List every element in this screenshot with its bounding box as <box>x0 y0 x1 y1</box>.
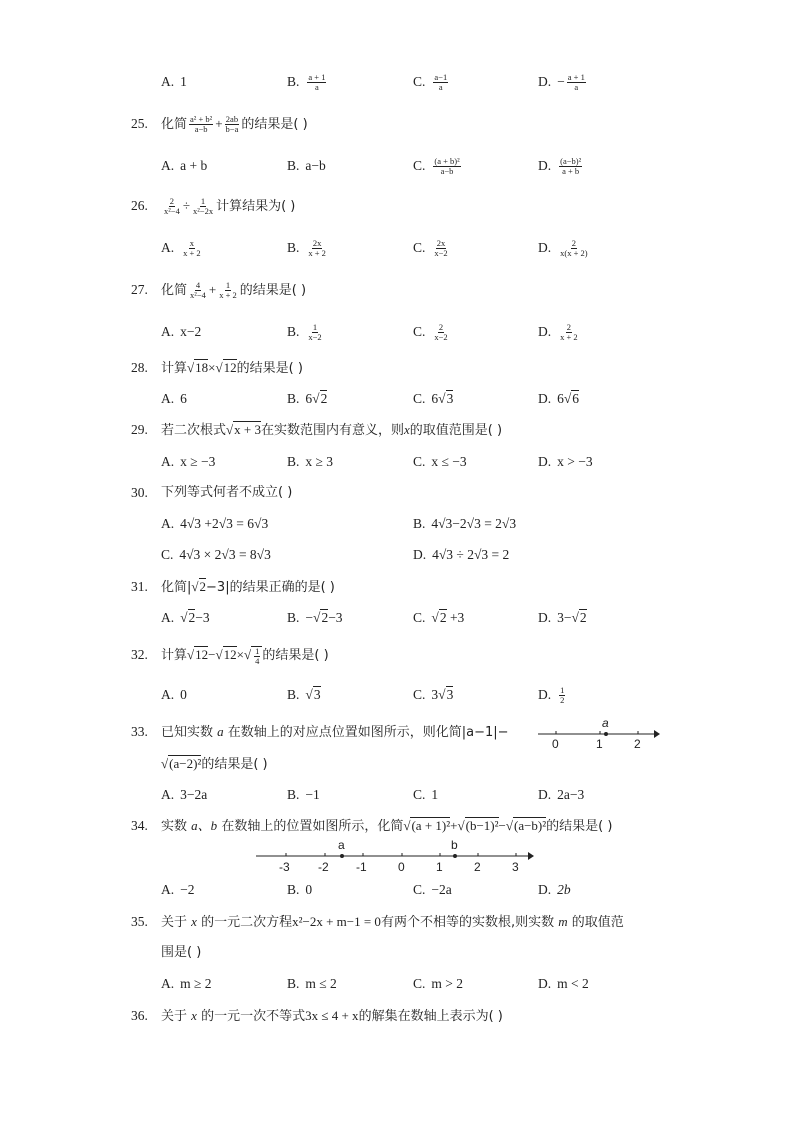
fraction: $\frac{a + 1}{a}$ <box>567 72 585 93</box>
q31-option-c[interactable]: C. √2 +3 <box>413 610 465 625</box>
q24-option-c[interactable]: C. $\frac{a-1}{a}$ <box>413 72 448 93</box>
q32-option-a[interactable]: A. 0 <box>161 687 187 702</box>
q33-option-d[interactable]: D. 2a−3 <box>538 787 585 802</box>
q29-options <box>0 452 794 480</box>
q33-stem-line1 <box>0 722 794 750</box>
point-label: a <box>602 716 609 730</box>
q30-option-b[interactable]: B. 4√3−2√3 = 2√3 <box>413 516 517 531</box>
q26-option-c[interactable]: C. $\frac{2x}{x-2}$ <box>413 238 448 259</box>
q34-option-a[interactable]: A. −2 <box>161 882 195 897</box>
q31-option-b[interactable]: B. −√2−3 <box>287 610 343 625</box>
q35-stem-line1 <box>0 912 794 940</box>
q35-stem-line2 <box>0 943 794 971</box>
question-number: 25. <box>131 116 148 131</box>
point-b <box>453 854 457 858</box>
question-number: 36. <box>131 1008 148 1023</box>
q24-options <box>0 72 794 100</box>
q30-options-cd <box>0 545 794 573</box>
q34-options <box>0 880 794 908</box>
q33-option-a[interactable]: A. 3−2a <box>161 787 208 802</box>
q25-options <box>0 156 794 184</box>
tick-label: -2 <box>318 860 329 874</box>
question-text: $\frac{2}{\text{x²−4}}$ ÷ $\frac{1}{\text{x²−2x}}$ 计算结果为( ) <box>164 196 296 216</box>
q33-stem-line2 <box>0 754 794 782</box>
point-a <box>340 854 344 858</box>
question-text: 已知实数 a 在数轴上的对应点位置如图所示，则化简|a−1|− <box>161 724 509 740</box>
question-text: 关于 x 的一元二次方程x²−2x + m−1 = 0有两个不相等的实数根,则实数 m 的取值范 <box>161 914 624 930</box>
question-text: 实数 a、b 在数轴上的位置如图所示，化简√(a + 1)²+√(b−1)²−√(a−b)²的结果是( ) <box>161 818 613 834</box>
q29-option-b[interactable]: B. x ≥ 3 <box>287 454 334 469</box>
question-number: 29. <box>131 422 148 437</box>
q28-options <box>0 389 794 417</box>
question-number: 34. <box>131 818 148 833</box>
q33-number-line <box>536 712 662 752</box>
q26-stem <box>0 196 794 224</box>
point-label: b <box>451 838 458 852</box>
tick-label: 2 <box>474 860 481 874</box>
q31-option-a[interactable]: A. √2−3 <box>161 610 210 625</box>
question-number: 26. <box>131 198 148 213</box>
q31-options <box>0 608 794 636</box>
q24-option-d[interactable]: D. − $\frac{a + 1}{a}$ <box>538 72 585 93</box>
q24-option-b[interactable]: B. $\frac{a + 1}{a}$ <box>287 72 326 93</box>
q35-option-b[interactable]: B. m ≤ 2 <box>287 976 337 991</box>
q29-option-a[interactable]: A. x ≥ −3 <box>161 454 216 469</box>
q24-option-a[interactable]: A. 1 <box>161 74 187 89</box>
q31-stem <box>0 577 794 605</box>
q30-option-a[interactable]: A. 4√3 +2√3 = 6√3 <box>161 516 269 531</box>
q27-options <box>0 322 794 350</box>
q28-option-b[interactable]: B. 6√2 <box>287 391 328 406</box>
tick-label: -1 <box>356 860 367 874</box>
q35-options <box>0 974 794 1002</box>
q27-option-b[interactable]: B. $\frac{1}{x-2}$ <box>287 322 322 343</box>
question-text: 化简|√2−3|的结果正确的是( ) <box>161 579 335 595</box>
q33-option-b[interactable]: B. −1 <box>287 787 320 802</box>
q33-option-c[interactable]: C. 1 <box>413 787 439 802</box>
question-number: 33. <box>131 724 148 739</box>
q25-stem <box>0 114 794 142</box>
question-text: √(a−2)²的结果是( ) <box>161 756 268 772</box>
q34-option-b[interactable]: B. 0 <box>287 882 313 897</box>
tick-label: 1 <box>436 860 443 874</box>
q32-options <box>0 685 794 713</box>
q35-option-c[interactable]: C. m > 2 <box>413 976 464 991</box>
q32-option-c[interactable]: C. 3√3 <box>413 687 454 702</box>
question-number: 27. <box>131 282 148 297</box>
q29-option-c[interactable]: C. x ≤ −3 <box>413 454 467 469</box>
question-number: 28. <box>131 360 148 375</box>
q35-option-d[interactable]: D. m < 2 <box>538 976 589 991</box>
q25-option-a[interactable]: A. a + b <box>161 158 208 173</box>
q27-option-c[interactable]: C. $\frac{2}{x-2}$ <box>413 322 448 343</box>
q34-option-d[interactable]: D. 2b <box>538 882 571 897</box>
q35-option-a[interactable]: A. m ≥ 2 <box>161 976 212 991</box>
question-number: 32. <box>131 647 148 662</box>
q27-option-d[interactable]: D. $\frac{2}{x + 2}$ <box>538 322 578 343</box>
q25-option-c[interactable]: C. $\frac{\text{(a + b)²}}{a-b}$ <box>413 156 460 177</box>
q32-option-d[interactable]: D. $\frac{1}{2}$ <box>538 685 565 706</box>
q28-option-a[interactable]: A. 6 <box>161 391 187 406</box>
fraction: $\frac{a + 1}{a}$ <box>308 72 326 93</box>
question-text: 关于 x 的一元一次不等式3x ≤ 4 + x的解集在数轴上表示为( ) <box>161 1008 503 1024</box>
q32-option-b[interactable]: B. √3 <box>287 687 321 702</box>
point-label: a <box>338 838 345 852</box>
tick-label: 1 <box>596 737 603 751</box>
question-text: 计算√18×√12的结果是( ) <box>161 360 303 376</box>
q33-options <box>0 785 794 813</box>
question-text: 计算√12−√12×√ $\frac{1}{4}$ 的结果是( ) <box>161 645 329 666</box>
tick-label: 0 <box>552 737 559 751</box>
tick-label: 0 <box>398 860 405 874</box>
q36-stem <box>0 1006 794 1034</box>
q30-options-ab <box>0 514 794 542</box>
q28-stem <box>0 358 794 386</box>
tick-label: 3 <box>512 860 519 874</box>
q25-option-d[interactable]: D. $\frac{\text{(a−b)²}}{a + b}$ <box>538 156 582 177</box>
q25-option-b[interactable]: B. a−b <box>287 158 326 173</box>
q30-stem <box>0 483 794 511</box>
question-text: 围是( ) <box>161 945 202 960</box>
q27-stem <box>0 280 794 308</box>
q34-option-c[interactable]: C. −2a <box>413 882 452 897</box>
question-text: 下列等式何者不成立( ) <box>161 485 293 500</box>
point-a <box>604 732 608 736</box>
question-number: 30. <box>131 485 148 500</box>
tick-label: -3 <box>279 860 290 874</box>
question-text: 化简 $\frac{\text{a² + b²}}{a-b}$ + $\frac{2ab}{b-a}$ 的结果是( ) <box>161 114 308 134</box>
q26-option-b[interactable]: B. $\frac{2x}{x + 2}$ <box>287 238 326 259</box>
q30-option-d[interactable]: D. 4√3 ÷ 2√3 = 2 <box>413 547 510 562</box>
q30-option-c[interactable]: C. 4√3 × 2√3 = 8√3 <box>161 547 271 562</box>
q28-option-d[interactable]: D. 6√6 <box>538 391 580 406</box>
question-text: 若二次根式√x + 3在实数范围内有意义，则x的取值范围是( ) <box>161 422 503 438</box>
q34-number-line <box>254 836 538 876</box>
q26-option-d[interactable]: D. $\frac{2}{x(x + 2)}$ <box>538 238 588 259</box>
q27-option-a[interactable]: A. x−2 <box>161 324 202 339</box>
q26-option-a[interactable]: A. $\frac{x}{x + 2}$ <box>161 238 201 259</box>
q28-option-c[interactable]: C. 6√3 <box>413 391 454 406</box>
question-text: 化简 $\frac{4}{\text{x²−4}}$ + $\frac{1}{x + 2}$ 的结果是( ) <box>161 280 307 300</box>
tick-label: 2 <box>634 737 641 751</box>
q29-option-d[interactable]: D. x > −3 <box>538 454 593 469</box>
q26-options <box>0 238 794 266</box>
q32-stem <box>0 645 794 673</box>
question-number: 35. <box>131 914 148 929</box>
q31-option-d[interactable]: D. 3−√2 <box>538 610 587 625</box>
question-number: 31. <box>131 579 148 594</box>
fraction: $\frac{a-1}{a}$ <box>434 72 448 93</box>
q29-stem <box>0 420 794 448</box>
